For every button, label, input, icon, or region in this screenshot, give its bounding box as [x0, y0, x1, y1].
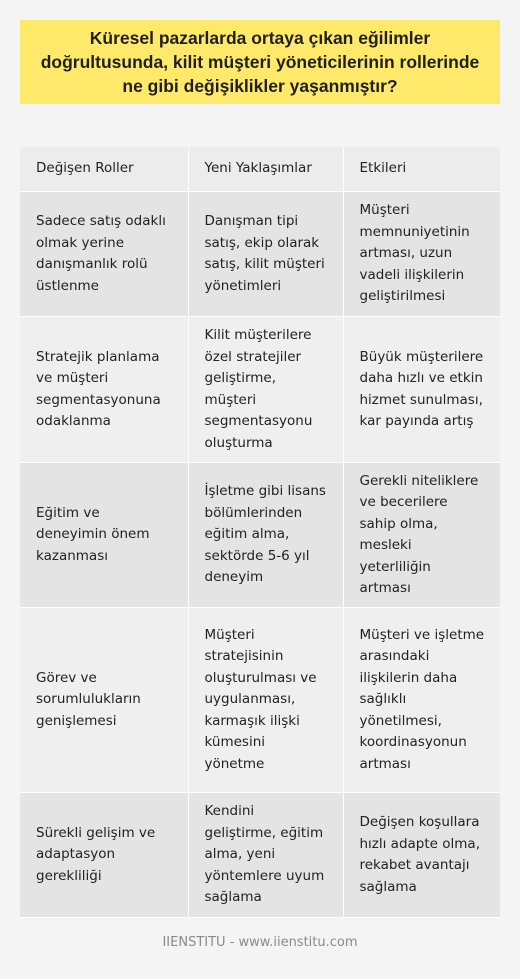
table-cell: İşletme gibi lisans bölümlerinden eğitim alma, sektörde 5-6 yıl deneyim: [188, 463, 343, 608]
roles-table: [20, 147, 500, 918]
table-header-row: [20, 147, 500, 192]
table-cell: Sürekli gelişim ve adaptasyon gerekliliği: [20, 793, 188, 918]
footer-credit: IIENSTITU - www.iienstitu.com: [162, 935, 358, 950]
table-cell: Müşteri stratejisinin oluşturulması ve uygulanması, karmaşık ilişki kümesini yönetme: [188, 608, 343, 793]
table-cell: Sadece satış odaklı olmak yerine danışmanlık rolü üstlenme: [20, 192, 188, 317]
title-banner: [20, 20, 500, 104]
table-row: [20, 192, 500, 317]
table-cell: Değişen koşullara hızlı adapte olma, rekabet avantajı sağlama: [343, 793, 500, 918]
page-title: Küresel pazarlarda ortaya çıkan eğilimler doğrultusunda, kilit müşteri yöneticilerinin rollerinde ne gibi değişiklikler yaşanmıştır?: [40, 28, 480, 96]
table-cell: Kendini geliştirme, eğitim alma, yeni yöntemlere uyum sağlama: [188, 793, 343, 918]
table-cell: Kilit müşterilere özel stratejiler geliştirme, müşteri segmentasyonu oluşturma: [188, 317, 343, 463]
table-row: [20, 317, 500, 463]
table-row: [20, 608, 500, 793]
column-header-roles: Değişen Roller: [20, 147, 188, 192]
column-header-effects: Etkileri: [343, 147, 500, 192]
table-row: [20, 463, 500, 608]
table-cell: Danışman tipi satış, ekip olarak satış, kilit müşteri yönetimleri: [188, 192, 343, 317]
table-cell: Gerekli niteliklere ve becerilere sahip olma, mesleki yeterliliğin artması: [343, 463, 500, 608]
table-cell: Müşteri ve işletme arasındaki ilişkilerin daha sağlıklı yönetilmesi, koordinasyonun artması: [343, 608, 500, 793]
table-cell: Büyük müşterilere daha hızlı ve etkin hizmet sunulması, kar payında artış: [343, 317, 500, 463]
table-cell: Müşteri memnuniyetinin artması, uzun vadeli ilişkilerin geliştirilmesi: [343, 192, 500, 317]
table-cell: Görev ve sorumlulukların genişlemesi: [20, 608, 188, 793]
table-row: [20, 793, 500, 918]
table-cell: Stratejik planlama ve müşteri segmentasyonuna odaklanma: [20, 317, 188, 463]
column-header-approaches: Yeni Yaklaşımlar: [188, 147, 343, 192]
table-cell: Eğitim ve deneyimin önem kazanması: [20, 463, 188, 608]
